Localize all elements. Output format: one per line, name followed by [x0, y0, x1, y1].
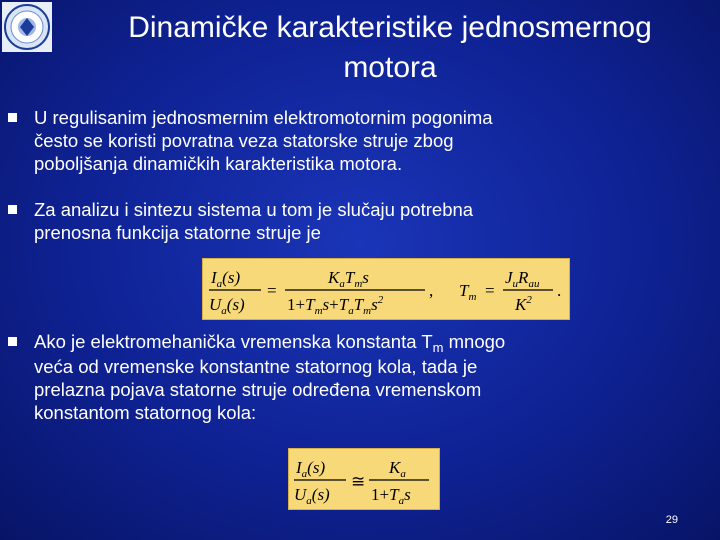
- bullet-3-line-1-text: Ako je elektromehanička vremenska konstanta T: [34, 331, 433, 352]
- bullet-2-line-1: Za analizu i sintezu sistema u tom je slučaju potrebna: [34, 199, 474, 220]
- svg-text:1+Tms+TaTms2: $1+T_ms+T_aT_ms^2$: [287, 294, 384, 317]
- bullet-item-3: [8, 330, 688, 424]
- transfer-function-formula: [202, 258, 570, 320]
- svg-text:Tm: $T_m$: [459, 281, 477, 303]
- bullet-3-line-1: [34, 330, 688, 355]
- bullet-1-line-2: često se koristi povratna veza statorske struje zbog: [34, 130, 454, 151]
- bullet-3-line-3: prelazna pojava statorne struje određena vremenskom: [34, 379, 482, 400]
- svg-text:≅: ≅: [351, 472, 366, 491]
- slide-title: [60, 8, 720, 88]
- bullet-1-line-3: poboljšanja dinamičkih karakteristika motora.: [34, 153, 403, 174]
- bullet-square-icon: [8, 205, 17, 214]
- bullet-2-line-2: prenosna funkcija statorne struje je: [34, 222, 321, 243]
- page-number: 29: [665, 514, 678, 526]
- svg-text:JuRau: $J_uR_{au}$: [505, 268, 540, 290]
- approximate-transfer-formula: [288, 448, 440, 510]
- university-logo: [2, 2, 52, 52]
- svg-text:=: =: [267, 281, 277, 300]
- svg-text:.: .: [557, 281, 562, 300]
- svg-text:Ia(s): $I_a(s)$: [296, 458, 326, 480]
- bullet-square-icon: [8, 337, 17, 346]
- bullet-3-line-1-tail: mnogo: [443, 331, 506, 352]
- svg-text:1+Tas: $1+T_as$: [371, 485, 411, 507]
- bullet-1-line-1: U regulisanim jednosmernim elektromotornim pogonima: [34, 107, 493, 128]
- bullet-square-icon: [8, 113, 17, 122]
- svg-text:Ua(s): $U_a(s)$: [294, 485, 330, 507]
- svg-text:KaTms: $K_aT_ms$: [328, 268, 369, 290]
- svg-text:Ua(s): $U_a(s)$: [209, 295, 245, 317]
- svg-text:,: ,: [429, 281, 434, 300]
- bullet-item-2: [8, 198, 688, 244]
- svg-text:=: =: [485, 281, 495, 300]
- bullet-item-1: [8, 106, 688, 175]
- svg-text:Ka: $K_a$: [389, 458, 406, 480]
- svg-text:K2: $K^2$: [515, 294, 532, 314]
- title-line-2: motora: [343, 51, 437, 84]
- bullet-3-line-2: veća od vremenske konstantne statornog kola, tada je: [34, 356, 478, 377]
- svg-text:Ia(s): $I_a(s)$: [211, 268, 241, 290]
- tm-subscript: m: [432, 340, 444, 355]
- title-line-1: Dinamičke karakteristike jednosmernog: [128, 11, 652, 44]
- bullet-3-line-4: konstantom statornog kola:: [34, 402, 257, 423]
